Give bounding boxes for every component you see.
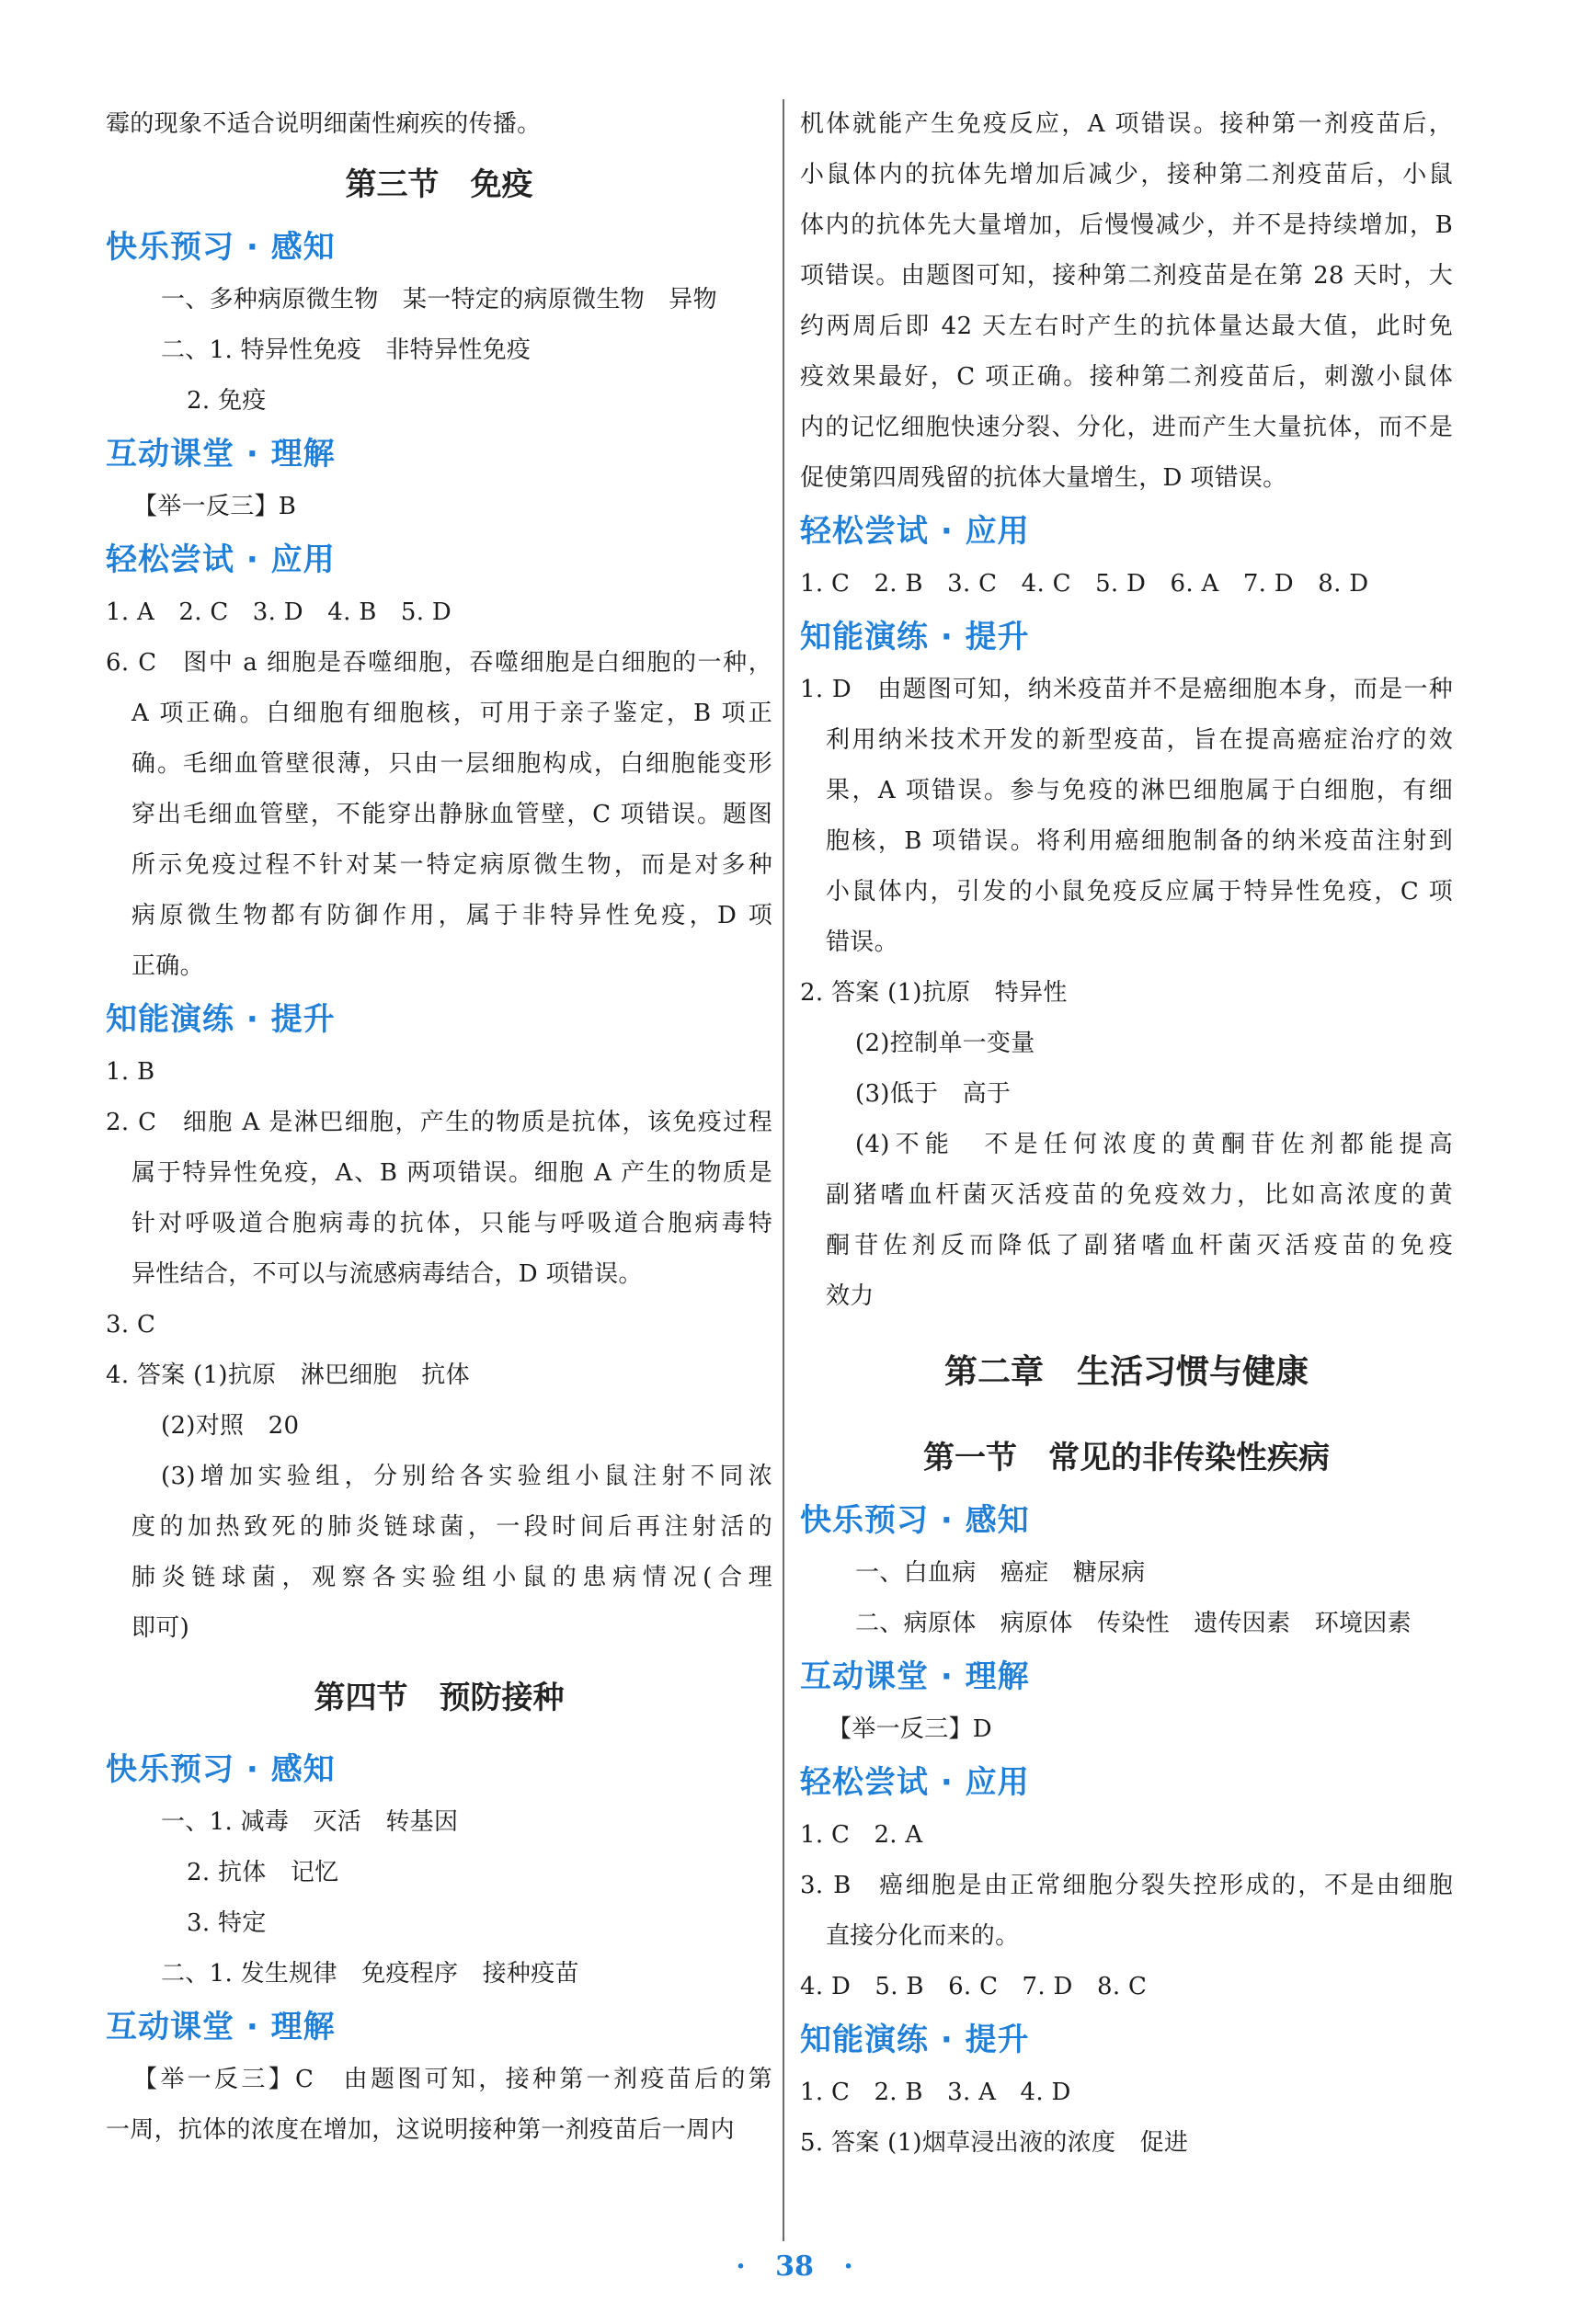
section-title: 第四节 预防接种 — [314, 1680, 565, 1716]
answer-line: (2)控制单一变量 — [855, 1030, 1035, 1057]
explanation-line: 一周，抗体的浓度在增加，这说明接种第一剂疫苗后一周内 — [106, 2116, 735, 2144]
answer-line: 2. 抗体 记忆 — [187, 1859, 339, 1886]
answer-line: 二、1. 特异性免疫 非特异性免疫 — [161, 336, 532, 364]
heading-try: 轻松尝试 · 应用 — [106, 541, 336, 578]
answer-line: 二、1. 发生规律 免疫程序 接种疫苗 — [161, 1960, 579, 1988]
answer-line: (4)不能 不是任何浓度的黄酮苷佐剂都能提高 — [855, 1131, 1453, 1158]
explanation-line: 属于特异性免疫，A、B 两项错误。细胞 A 产生的物质是 — [131, 1159, 772, 1187]
explanation-line: 利用纳米技术开发的新型疫苗，旨在提高癌症治疗的效 — [826, 726, 1453, 754]
chapter-title: 第二章 生活习惯与健康 — [943, 1353, 1309, 1391]
answer-line: 二、病原体 病原体 传染性 遗传因素 环境因素 — [855, 1610, 1412, 1637]
answer-line: 【举一反三】B — [133, 493, 297, 520]
answer-line: 一、白血病 癌症 糖尿病 — [855, 1559, 1146, 1587]
answer-line: 3. 特定 — [187, 1909, 267, 1937]
explanation-line: 针对呼吸道合胞病毒的抗体，只能与呼吸道合胞病毒特 — [131, 1210, 772, 1237]
column-divider — [783, 99, 784, 2241]
explanation-line: 果，A 项错误。参与免疫的淋巴细胞属于白细胞，有细 — [826, 777, 1453, 804]
heading-preview: 快乐预习 · 感知 — [106, 1751, 336, 1788]
explanation-line: 项错误。由题图可知，接种第二剂疫苗是在第 28 天时，大 — [800, 262, 1453, 290]
answer-line: 副猪嗜血杆菌灭活疫苗的免疫效力，比如高浓度的黄 — [826, 1181, 1453, 1209]
answer-line: 度的加热致死的肺炎链球菌，一段时间后再注射活的 — [131, 1513, 772, 1541]
explanation-line: 【举一反三】C 由题图可知，接种第一剂疫苗后的第 — [133, 2066, 772, 2093]
explanation-line: 所示免疫过程不针对某一特定病原微生物，而是对多种 — [131, 851, 772, 879]
heading-preview: 快乐预习 · 感知 — [800, 1502, 1030, 1539]
answer-line: 2. 免疫 — [187, 387, 267, 415]
answer-line: 1. C 2. B 3. C 4. C 5. D 6. A 7. D 8. D — [800, 570, 1369, 598]
heading-practice: 知能演练 · 提升 — [800, 619, 1030, 655]
explanation-line: 小鼠体内，引发的小鼠免疫反应属于特异性免疫，C 项 — [826, 878, 1453, 906]
footer-dot-left: · — [736, 2250, 746, 2283]
explanation-line: 约两周后即 42 天左右时产生的抗体量达最大值，此时免 — [800, 313, 1453, 340]
heading-preview: 快乐预习 · 感知 — [106, 229, 336, 266]
answer-line: 酮苷佐剂反而降低了副猪嗜血杆菌灭活疫苗的免疫 — [826, 1232, 1453, 1259]
answer-line: 3. C — [106, 1311, 156, 1339]
section-title: 第三节 免疫 — [345, 166, 533, 203]
text-line: 霉的现象不适合说明细菌性痢疾的传播。 — [106, 110, 542, 138]
explanation-line: 1. D 由题图可知，纳米疫苗并不是癌细胞本身，而是一种 — [800, 676, 1453, 703]
explanation-line: 促使第四周残留的抗体大量增生，D 项错误。 — [800, 464, 1287, 492]
heading-classroom: 互动课堂 · 理解 — [106, 436, 336, 473]
answer-line: 即可) — [131, 1614, 190, 1642]
explanation-line: 内的记忆细胞快速分裂、分化，进而产生大量抗体，而不是 — [800, 414, 1453, 441]
explanation-line: A 项正确。白细胞有细胞核，可用于亲子鉴定，B 项正 — [131, 700, 772, 727]
explanation-line: 病原微生物都有防御作用，属于非特异性免疫，D 项 — [131, 902, 772, 929]
explanation-line: 6. C 图中 a 细胞是吞噬细胞，吞噬细胞是白细胞的一种， — [106, 649, 772, 677]
explanation-line: 错误。 — [826, 928, 898, 956]
explanation-line: 穿出毛细血管壁，不能穿出静脉血管壁，C 项错误。题图 — [131, 801, 772, 828]
page-footer — [0, 2250, 1589, 2283]
explanation-line: 异性结合，不可以与流感病毒结合，D 项错误。 — [131, 1260, 643, 1288]
answer-line: 4. 答案 (1)抗原 淋巴细胞 抗体 — [106, 1361, 470, 1389]
answer-line: 【举一反三】D — [828, 1715, 992, 1743]
explanation-line: 机体就能产生免疫反应，A 项错误。接种第一剂疫苗后， — [800, 110, 1453, 138]
answer-line: (2)对照 20 — [161, 1412, 300, 1440]
explanation-line: 疫效果最好，C 项正确。接种第二剂疫苗后，刺激小鼠体 — [800, 363, 1453, 391]
heading-practice: 知能演练 · 提升 — [106, 1001, 336, 1038]
answer-line: 1. B — [106, 1058, 155, 1086]
answer-line: 2. 答案 (1)抗原 特异性 — [800, 979, 1068, 1007]
heading-try: 轻松尝试 · 应用 — [800, 513, 1030, 550]
footer-dot-right: · — [843, 2250, 853, 2283]
explanation-line: 正确。 — [131, 952, 204, 980]
answer-line: 1. C 2. A — [800, 1821, 923, 1849]
answer-line: (3)低于 高于 — [855, 1080, 1012, 1108]
answer-line: 4. D 5. B 6. C 7. D 8. C — [800, 1973, 1148, 2000]
heading-classroom: 互动课堂 · 理解 — [800, 1658, 1030, 1695]
answer-line: 1. C 2. B 3. A 4. D — [800, 2079, 1071, 2106]
explanation-line: 确。毛细血管壁很薄，只由一层细胞构成，白细胞能变形 — [131, 750, 772, 778]
answer-line: 一、多种病原微生物 某一特定的病原微生物 异物 — [161, 286, 717, 313]
explanation-line: 直接分化而来的。 — [826, 1922, 1020, 1950]
heading-try: 轻松尝试 · 应用 — [800, 1764, 1030, 1801]
explanation-line: 胞核，B 项错误。将利用癌细胞制备的纳米疫苗注射到 — [826, 827, 1453, 855]
left-column — [106, 99, 772, 2156]
answer-line: 肺炎链球菌，观察各实验组小鼠的患病情况(合理 — [131, 1564, 772, 1591]
explanation-line: 3. B 癌细胞是由正常细胞分裂失控形成的，不是由细胞 — [800, 1872, 1453, 1899]
page-number: 38 — [775, 2250, 814, 2283]
answer-line: (3)增加实验组，分别给各实验组小鼠注射不同浓 — [161, 1463, 772, 1490]
heading-classroom: 互动课堂 · 理解 — [106, 2009, 336, 2045]
answer-line: 1. A 2. C 3. D 4. B 5. D — [106, 598, 452, 626]
section-title: 第一节 常见的非传染性疾病 — [923, 1440, 1330, 1476]
answer-line: 效力 — [826, 1282, 875, 1310]
heading-practice: 知能演练 · 提升 — [800, 2022, 1030, 2058]
explanation-line: 小鼠体内的抗体先增加后减少，接种第二剂疫苗后，小鼠 — [800, 161, 1453, 188]
explanation-line: 体内的抗体先大量增加，后慢慢减少，并不是持续增加，B — [800, 211, 1453, 239]
answer-line: 一、1. 减毒 灭活 转基因 — [161, 1808, 459, 1836]
answer-line: 5. 答案 (1)烟草浸出液的浓度 促进 — [800, 2129, 1189, 2157]
right-column — [800, 99, 1453, 2169]
explanation-line: 2. C 细胞 A 是淋巴细胞，产生的物质是抗体，该免疫过程 — [106, 1109, 772, 1136]
